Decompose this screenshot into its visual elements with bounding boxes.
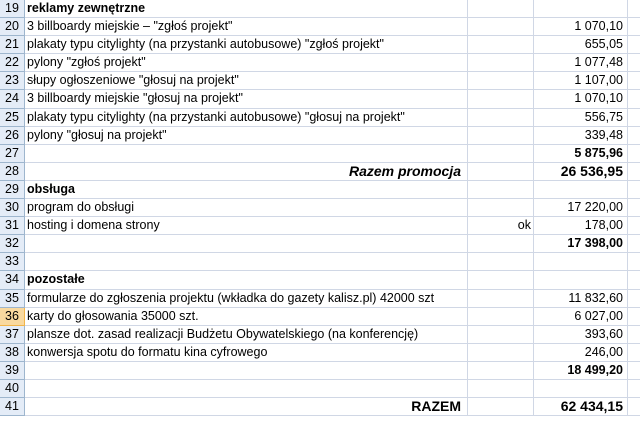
- row-header-40[interactable]: 40: [0, 380, 25, 398]
- cell-c27[interactable]: [468, 145, 534, 163]
- cell-e32[interactable]: [628, 235, 640, 253]
- cell-c38[interactable]: [468, 344, 534, 362]
- row-header-28[interactable]: 28: [0, 163, 25, 181]
- cell-c25[interactable]: [468, 109, 534, 127]
- cell-d20[interactable]: 1 070,10: [534, 18, 628, 36]
- cell-c37[interactable]: [468, 326, 534, 344]
- cell-c24[interactable]: [468, 90, 534, 108]
- cell-d35[interactable]: 11 832,60: [534, 290, 628, 308]
- cell-b39[interactable]: [25, 362, 468, 380]
- cell-c26[interactable]: [468, 127, 534, 145]
- row-header-36[interactable]: 36: [0, 308, 25, 326]
- cell-d21[interactable]: 655,05: [534, 36, 628, 54]
- cell-c23[interactable]: [468, 72, 534, 90]
- cell-c31[interactable]: ok: [468, 217, 534, 235]
- cell-e33[interactable]: [628, 253, 640, 271]
- cell-b21[interactable]: plakaty typu citylighty (na przystanki autobusowe) "zgłoś projekt": [25, 36, 468, 54]
- cell-b32[interactable]: [25, 235, 468, 253]
- cell-d28[interactable]: 26 536,95: [534, 163, 628, 181]
- cell-e24[interactable]: [628, 90, 640, 108]
- cell-d24[interactable]: 1 070,10: [534, 90, 628, 108]
- cell-e19[interactable]: [628, 0, 640, 18]
- cell-e41[interactable]: [628, 398, 640, 416]
- row-header-27[interactable]: 27: [0, 145, 25, 163]
- cell-b28[interactable]: Razem promocja: [25, 163, 468, 181]
- cell-c20[interactable]: [468, 18, 534, 36]
- row-header-25[interactable]: 25: [0, 109, 25, 127]
- cell-d27[interactable]: 5 875,96: [534, 145, 628, 163]
- cell-d32[interactable]: 17 398,00: [534, 235, 628, 253]
- cell-c36[interactable]: [468, 308, 534, 326]
- cell-e30[interactable]: [628, 199, 640, 217]
- row-header-23[interactable]: 23: [0, 72, 25, 90]
- cell-b35[interactable]: formularze do zgłoszenia projektu (wkładka do gazety kalisz.pl) 42000 szt: [25, 290, 468, 308]
- cell-b41[interactable]: RAZEM: [25, 398, 468, 416]
- cell-b29[interactable]: obsługa: [25, 181, 468, 199]
- cell-c32[interactable]: [468, 235, 534, 253]
- row-header-39[interactable]: 39: [0, 362, 25, 380]
- cell-d19[interactable]: [534, 0, 628, 18]
- cell-c39[interactable]: [468, 362, 534, 380]
- cell-e37[interactable]: [628, 326, 640, 344]
- cell-e34[interactable]: [628, 271, 640, 289]
- cell-b19[interactable]: reklamy zewnętrzne: [25, 0, 468, 18]
- cell-e25[interactable]: [628, 109, 640, 127]
- cell-e29[interactable]: [628, 181, 640, 199]
- cell-e21[interactable]: [628, 36, 640, 54]
- row-header-26[interactable]: 26: [0, 127, 25, 145]
- cell-b33[interactable]: [25, 253, 468, 271]
- row-header-37[interactable]: 37: [0, 326, 25, 344]
- row-header-19[interactable]: 19: [0, 0, 25, 18]
- row-header-38[interactable]: 38: [0, 344, 25, 362]
- row-header-31[interactable]: 31: [0, 217, 25, 235]
- row-header-41[interactable]: 41: [0, 398, 25, 416]
- cell-d41[interactable]: 62 434,15: [534, 398, 628, 416]
- cell-e26[interactable]: [628, 127, 640, 145]
- cell-d34[interactable]: [534, 271, 628, 289]
- cell-d30[interactable]: 17 220,00: [534, 199, 628, 217]
- cell-b26[interactable]: pylony "głosuj na projekt": [25, 127, 468, 145]
- cell-e23[interactable]: [628, 72, 640, 90]
- cell-d25[interactable]: 556,75: [534, 109, 628, 127]
- cell-b37[interactable]: plansze dot. zasad realizacji Budżetu Obywatelskiego (na konferencję): [25, 326, 468, 344]
- row-header-20[interactable]: 20: [0, 18, 25, 36]
- cell-d31[interactable]: 178,00: [534, 217, 628, 235]
- cell-e39[interactable]: [628, 362, 640, 380]
- cell-b36[interactable]: karty do głosowania 35000 szt.: [25, 308, 468, 326]
- cell-c41[interactable]: [468, 398, 534, 416]
- row-header-30[interactable]: 30: [0, 199, 25, 217]
- row-header-32[interactable]: 32: [0, 235, 25, 253]
- cell-e40[interactable]: [628, 380, 640, 398]
- cell-d39[interactable]: 18 499,20: [534, 362, 628, 380]
- cell-c21[interactable]: [468, 36, 534, 54]
- cell-b34[interactable]: pozostałe: [25, 271, 468, 289]
- cell-c33[interactable]: [468, 253, 534, 271]
- cell-e35[interactable]: [628, 290, 640, 308]
- cell-c30[interactable]: [468, 199, 534, 217]
- cell-d38[interactable]: 246,00: [534, 344, 628, 362]
- cell-c29[interactable]: [468, 181, 534, 199]
- cell-e22[interactable]: [628, 54, 640, 72]
- cell-c28[interactable]: [468, 163, 534, 181]
- cell-b27[interactable]: [25, 145, 468, 163]
- cell-c22[interactable]: [468, 54, 534, 72]
- cell-d33[interactable]: [534, 253, 628, 271]
- cell-e38[interactable]: [628, 344, 640, 362]
- cell-b22[interactable]: pylony "zgłoś projekt": [25, 54, 468, 72]
- cell-d29[interactable]: [534, 181, 628, 199]
- cell-e36[interactable]: [628, 308, 640, 326]
- cell-e27[interactable]: [628, 145, 640, 163]
- row-header-35[interactable]: 35: [0, 290, 25, 308]
- cell-c35[interactable]: [468, 290, 534, 308]
- cell-d22[interactable]: 1 077,48: [534, 54, 628, 72]
- row-header-22[interactable]: 22: [0, 54, 25, 72]
- cell-e20[interactable]: [628, 18, 640, 36]
- cell-b40[interactable]: [25, 380, 468, 398]
- cell-c19[interactable]: [468, 0, 534, 18]
- cell-b38[interactable]: konwersja spotu do formatu kina cyfrowego: [25, 344, 468, 362]
- cell-d26[interactable]: 339,48: [534, 127, 628, 145]
- row-header-34[interactable]: 34: [0, 271, 25, 289]
- cell-b31[interactable]: hosting i domena strony: [25, 217, 468, 235]
- row-header-24[interactable]: 24: [0, 90, 25, 108]
- row-header-21[interactable]: 21: [0, 36, 25, 54]
- cell-c40[interactable]: [468, 380, 534, 398]
- cell-b20[interactable]: 3 billboardy miejskie – "zgłoś projekt": [25, 18, 468, 36]
- cell-c34[interactable]: [468, 271, 534, 289]
- cell-e28[interactable]: [628, 163, 640, 181]
- cell-d36[interactable]: 6 027,00: [534, 308, 628, 326]
- cell-b23[interactable]: słupy ogłoszeniowe "głosuj na projekt": [25, 72, 468, 90]
- cell-b24[interactable]: 3 billboardy miejskie "głosuj na projekt": [25, 90, 468, 108]
- cell-e31[interactable]: [628, 217, 640, 235]
- cell-d37[interactable]: 393,60: [534, 326, 628, 344]
- cell-b30[interactable]: program do obsługi: [25, 199, 468, 217]
- cell-b25[interactable]: plakaty typu citylighty (na przystanki autobusowe) "głosuj na projekt": [25, 109, 468, 127]
- row-header-29[interactable]: 29: [0, 181, 25, 199]
- row-header-33[interactable]: 33: [0, 253, 25, 271]
- cell-d40[interactable]: [534, 380, 628, 398]
- cell-d23[interactable]: 1 107,00: [534, 72, 628, 90]
